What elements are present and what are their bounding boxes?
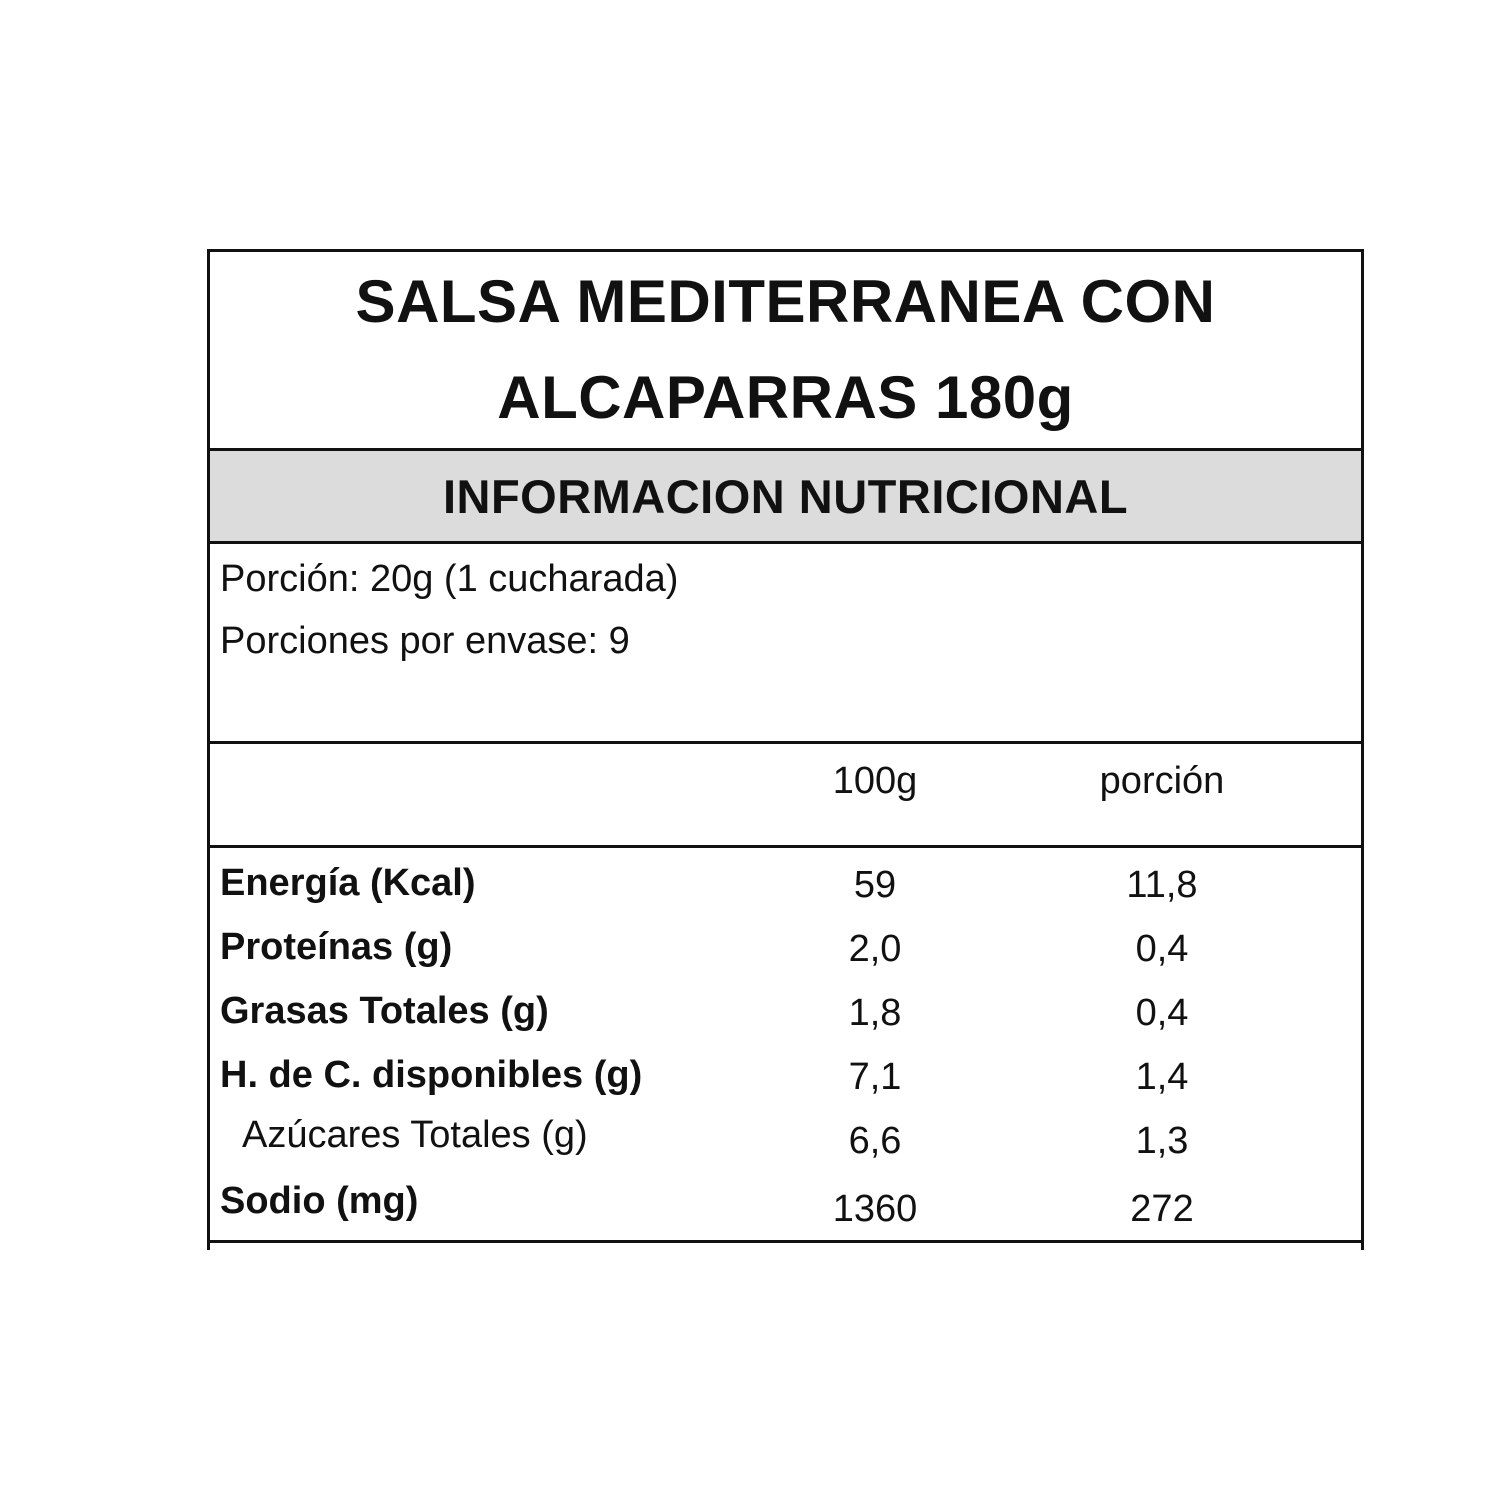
nutrient-value-portion: 1,3 — [1135, 1120, 1189, 1162]
nutrient-row-total-sugars — [210, 1104, 1361, 1168]
nutrient-value-portion: 0,4 — [1135, 928, 1189, 970]
nutrient-value-portion: 1,4 — [1135, 1056, 1189, 1098]
nutrient-value-portion: 11,8 — [1126, 864, 1198, 906]
nutrient-row-sodium — [210, 1168, 1361, 1232]
nutrient-value-100g: 1,8 — [848, 992, 902, 1034]
column-header-100g: 100g — [832, 760, 918, 802]
nutrient-value-100g: 6,6 — [848, 1120, 902, 1162]
product-title — [210, 252, 1361, 451]
nutrient-name: Azúcares Totales (g) — [242, 1114, 588, 1156]
nutrient-value-100g: 2,0 — [848, 928, 902, 970]
serving-size: Porción: 20g (1 cucharada) — [220, 558, 679, 600]
column-header-portion: porción — [1099, 760, 1225, 802]
nutrient-table — [210, 848, 1361, 1243]
nutrient-name: Energía (Kcal) — [220, 862, 476, 904]
nutrient-name: Proteínas (g) — [220, 926, 453, 968]
nutrient-value-100g: 7,1 — [848, 1056, 902, 1098]
nutrient-name: Sodio (mg) — [220, 1180, 419, 1222]
nutrient-value-100g: 1360 — [832, 1188, 918, 1230]
servings-per-container: Porciones por envase: 9 — [220, 620, 630, 662]
nutrition-info-header: INFORMACION NUTRICIONAL — [210, 451, 1361, 544]
nutrient-name: Grasas Totales (g) — [220, 990, 549, 1032]
nutrient-value-portion: 0,4 — [1135, 992, 1189, 1034]
nutrient-row-total-fat — [210, 976, 1361, 1040]
column-headers — [210, 744, 1361, 848]
product-title-line-2: ALCAPARRAS 180g — [497, 364, 1074, 431]
nutrient-name: H. de C. disponibles (g) — [220, 1054, 643, 1096]
serving-info — [210, 544, 1361, 744]
nutrient-row-carbohydrates — [210, 1040, 1361, 1104]
product-title-line-1: SALSA MEDITERRANEA CON — [355, 268, 1216, 335]
nutrient-value-100g: 59 — [853, 864, 897, 906]
nutrient-value-portion: 272 — [1130, 1188, 1194, 1230]
nutrition-label — [207, 249, 1364, 1250]
nutrient-row-protein — [210, 912, 1361, 976]
nutrient-row-energy — [210, 848, 1361, 912]
